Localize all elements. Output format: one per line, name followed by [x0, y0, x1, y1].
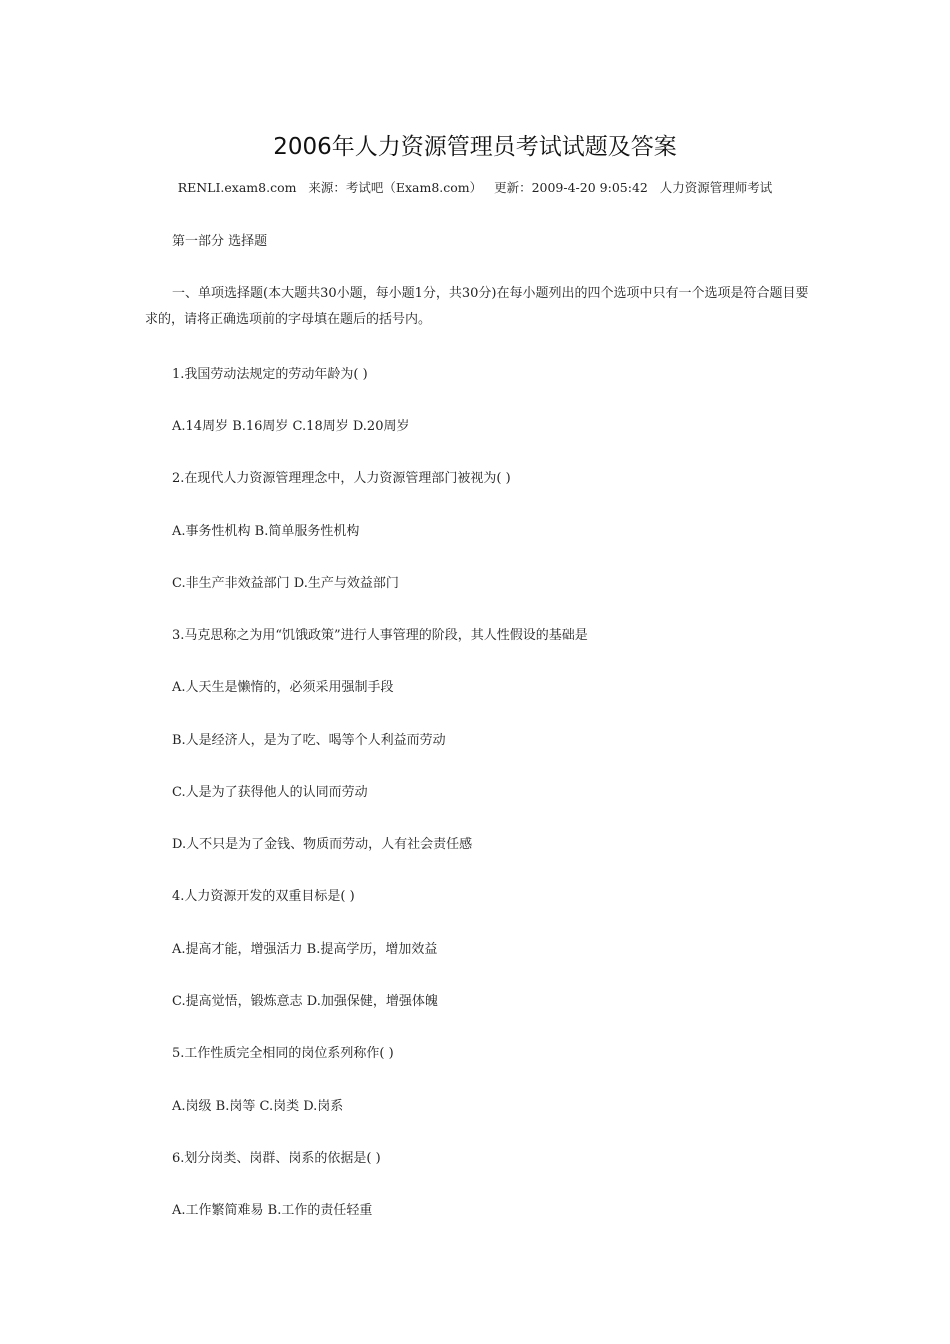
question-4: 4.人力资源开发的双重目标是( ) [172, 889, 355, 904]
question-3-option-c: C.人是为了获得他人的认同而劳动 [172, 785, 368, 800]
instructions-paragraph: 一、单项选择题(本大题共30小题，每小题1分，共30分)在每小题列出的四个选项中只有一个选项是符合题目要求的，请将正确选项前的字母填在题后的括号内。 [145, 286, 809, 327]
question-6: 6.划分岗类、岗群、岗系的依据是( ) [172, 1151, 381, 1166]
question-6-options-ab: A.工作繁简难易 B.工作的责任轻重 [172, 1203, 373, 1218]
question-4-options-cd: C.提高觉悟，锻炼意志 D.加强保健，增强体魄 [172, 994, 438, 1009]
question-2-options-ab: A.事务性机构 B.简单服务性机构 [172, 524, 360, 539]
question-5-options: A.岗级 B.岗等 C.岗类 D.岗系 [172, 1099, 344, 1114]
question-5: 5.工作性质完全相同的岗位系列称作( ) [172, 1046, 394, 1061]
question-2-options-cd: C.非生产非效益部门 D.生产与效益部门 [172, 576, 399, 591]
question-4-options-ab: A.提高才能，增强活力 B.提高学历，增加效益 [172, 942, 438, 957]
question-3-option-a: A.人天生是懒惰的，必须采用强制手段 [172, 680, 394, 695]
question-1: 1.我国劳动法规定的劳动年龄为( ) [172, 367, 368, 382]
section-heading: 第一部分 选择题 [172, 234, 268, 249]
question-2: 2.在现代人力资源管理理念中，人力资源管理部门被视为( ) [172, 471, 511, 486]
question-3-option-d: D.人不只是为了金钱、物质而劳动，人有社会责任感 [172, 837, 473, 852]
document-title: 2006年人力资源管理员考试试题及答案 [273, 134, 677, 160]
document-meta: RENLI.exam8.com 来源：考试吧（Exam8.com） 更新：2009-4-20 9:05:42 人力资源管理师考试 [177, 180, 773, 195]
question-3: 3.马克思称之为用“饥饿政策”进行人事管理的阶段，其人性假设的基础是 [172, 628, 588, 643]
question-1-options: A.14周岁 B.16周岁 C.18周岁 D.20周岁 [172, 419, 410, 434]
question-3-option-b: B.人是经济人，是为了吃、喝等个人利益而劳动 [172, 733, 446, 748]
